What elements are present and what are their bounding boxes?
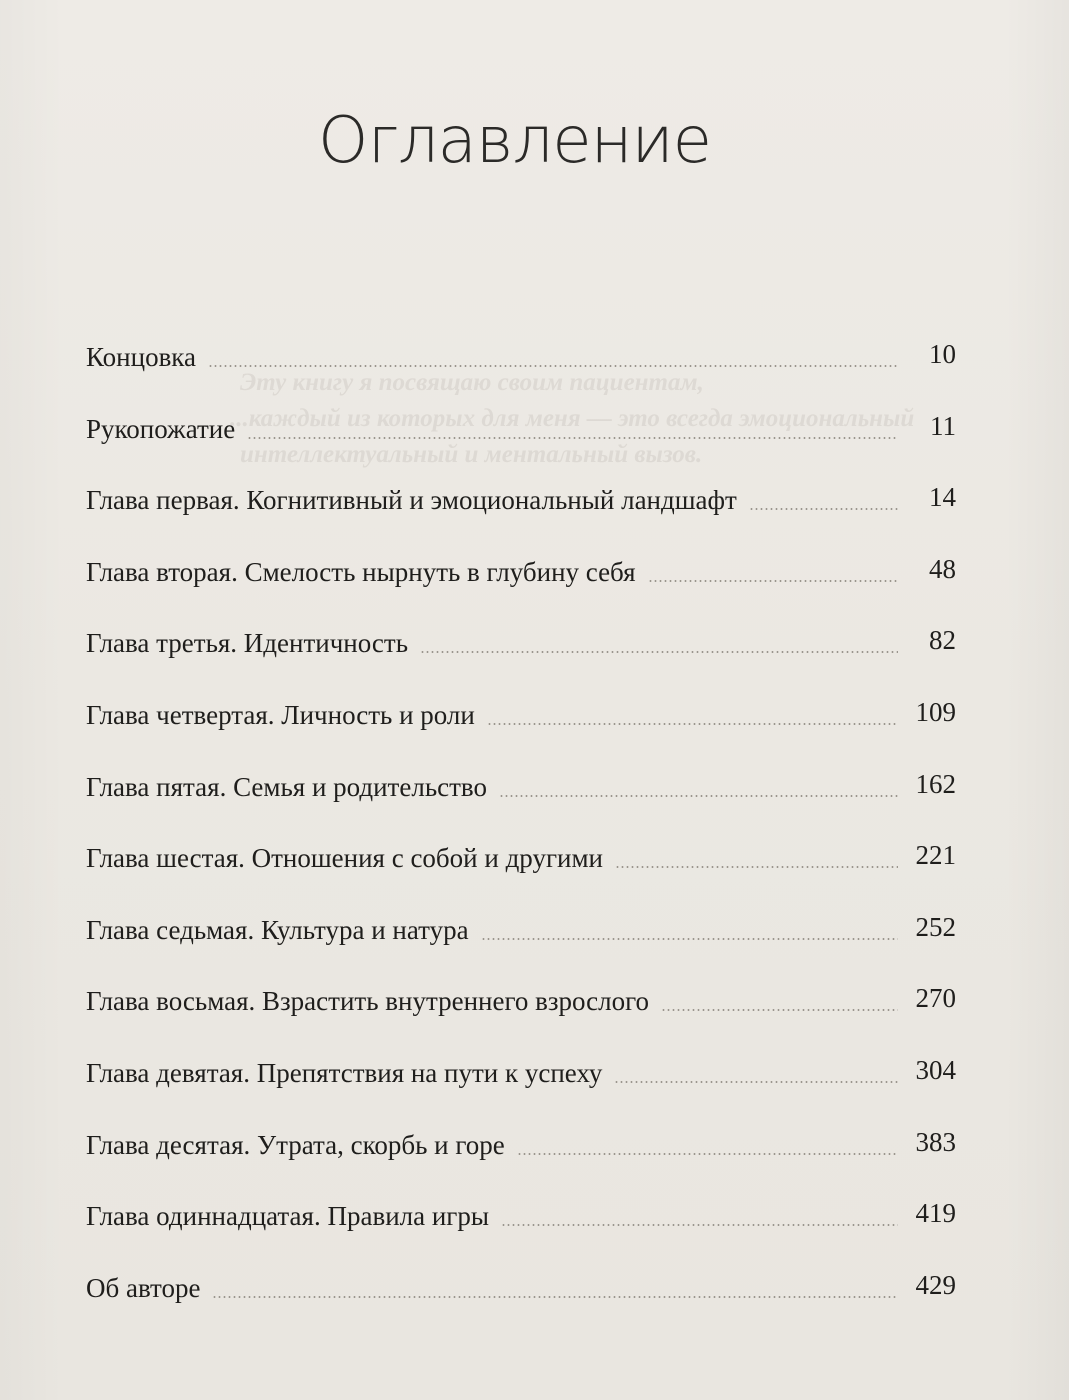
toc-entry-title: Глава восьмая. Взрастить внутреннего взрослого [86, 986, 650, 1017]
dot-leader [247, 407, 904, 451]
toc-entry-page: 162 [915, 768, 956, 799]
bleed-line: интеллектуальный и ментальный вызов. [240, 441, 703, 468]
toc-entry-page: 48 [929, 553, 956, 584]
toc-entry-page: 109 [915, 696, 956, 727]
dot-leader [517, 1123, 904, 1167]
toc-entry-title: Глава седьмая. Культура и натура [86, 914, 469, 945]
dot-leader [420, 621, 904, 665]
toc-entry-title: Глава девятая. Препятствия на пути к успеху [86, 1057, 603, 1088]
toc-entry-title: Об авторе [86, 1272, 201, 1303]
toc-entry[interactable] [86, 1194, 956, 1266]
dot-leader [487, 693, 904, 737]
dot-leader [481, 908, 904, 952]
toc-entry-title: Глава первая. Когнитивный и эмоциональный ландшафт [86, 485, 737, 516]
toc-entry-title: Глава вторая. Смелость нырнуть в глубину себя [86, 556, 636, 587]
toc-entry-page: 221 [915, 840, 956, 871]
toc-entry[interactable] [86, 908, 956, 980]
toc-entry-page: 14 [929, 482, 956, 513]
bleed-line: ...каждый из которых для меня — это всегда эмоциональный [230, 405, 915, 432]
toc-entry-title: Глава одиннадцатая. Правила игры [86, 1201, 490, 1232]
dot-leader [648, 550, 904, 594]
toc-entry[interactable] [86, 979, 956, 1051]
toc-entry-title: Глава шестая. Отношения с собой и другими [86, 843, 604, 874]
dot-leader [749, 478, 904, 522]
toc-entry-title: Глава четвертая. Личность и роли [86, 699, 475, 730]
bleed-line: Эту книгу я посвящаю своим пациентам, [240, 369, 704, 396]
toc-entry[interactable] [86, 621, 956, 693]
dot-leader [615, 836, 904, 880]
toc-entry[interactable] [86, 1266, 956, 1338]
toc-entry-page: 270 [915, 983, 956, 1014]
toc-entry-page: 10 [929, 339, 956, 369]
toc-entry-page: 252 [915, 911, 956, 942]
toc-entry-title: Концовка [86, 342, 197, 372]
toc-entry[interactable] [86, 1123, 956, 1195]
toc-entry-title: Глава десятая. Утрата, скорбь и горе [86, 1129, 505, 1160]
toc-entry-title: Глава третья. Идентичность [86, 628, 409, 659]
toc-entry[interactable] [86, 550, 956, 622]
toc-entry-title: Глава пятая. Семья и родительство [86, 771, 487, 802]
toc-entry-page: 304 [915, 1054, 956, 1085]
toc-entry[interactable] [86, 765, 956, 837]
toc-entry[interactable] [86, 1051, 956, 1123]
dot-leader [208, 335, 904, 379]
dot-leader [614, 1051, 904, 1095]
toc-entry-page: 383 [915, 1126, 956, 1157]
toc-entry-page: 11 [930, 410, 956, 441]
dot-leader [212, 1266, 904, 1310]
toc-entry[interactable] [86, 478, 956, 550]
dot-leader [499, 765, 904, 809]
toc-entry-title: Рукопожатие [86, 413, 236, 444]
dot-leader [661, 979, 904, 1023]
toc-entry[interactable] [86, 335, 956, 407]
toc-entry[interactable] [86, 407, 956, 479]
toc-entry-page: 429 [915, 1269, 956, 1300]
page-title: Оглавление [317, 104, 712, 178]
toc-entry[interactable] [86, 693, 956, 765]
dot-leader [501, 1194, 904, 1238]
table-of-contents [86, 335, 956, 1337]
toc-entry[interactable] [86, 836, 956, 908]
toc-entry-page: 419 [915, 1198, 956, 1229]
toc-entry-page: 82 [929, 625, 956, 656]
